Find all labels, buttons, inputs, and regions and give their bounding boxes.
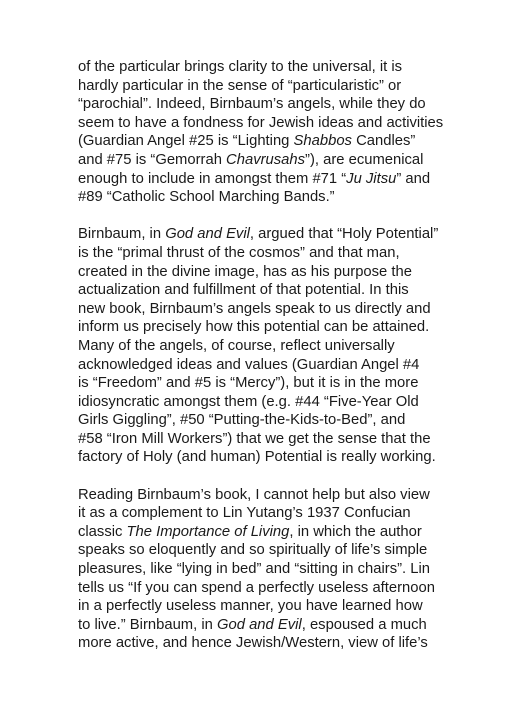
text-line bbox=[78, 188, 498, 207]
text-run: inform us precisely how this potential can be attained. bbox=[78, 319, 430, 336]
text-run: created in the divine image, has as his purpose the bbox=[78, 263, 412, 280]
text-run: speaks so eloquently and so spiritually of life’s simple bbox=[78, 542, 428, 559]
text-run: it as a complement to Lin Yutang’s 1937 Confucian bbox=[78, 505, 411, 522]
text-line bbox=[78, 151, 498, 170]
text-run: “parochial”. Indeed, Birnbaum’s angels, while they do bbox=[78, 96, 426, 113]
text-line bbox=[78, 597, 498, 616]
paragraph-3 bbox=[78, 486, 498, 653]
text-run: Candles” bbox=[351, 133, 416, 150]
text-run: enough to include in amongst them #71 “ bbox=[78, 170, 347, 187]
text-line bbox=[78, 114, 498, 133]
text-run: Many of the angels, of course, reflect universally bbox=[78, 337, 395, 354]
text-run: new book, Birnbaum’s angels speak to us directly and bbox=[78, 300, 431, 317]
text-line bbox=[78, 616, 498, 635]
text-run: Reading Birnbaum’s book, I cannot help but also view bbox=[78, 486, 430, 503]
text-run: ” and bbox=[396, 170, 431, 187]
text-line bbox=[78, 170, 498, 189]
text-run: idiosyncratic amongst them (e.g. #44 “Five-Year Old bbox=[78, 393, 419, 410]
italic-text: God and Evil bbox=[216, 616, 302, 633]
text-line bbox=[78, 579, 498, 598]
text-line bbox=[78, 58, 498, 77]
text-run: (Guardian Angel #25 is “Lighting bbox=[78, 133, 294, 150]
text-run: is the “primal thrust of the cosmos” and that man, bbox=[78, 244, 400, 261]
text-line bbox=[78, 560, 498, 579]
text-line bbox=[78, 263, 498, 282]
text-line bbox=[78, 77, 498, 96]
text-line bbox=[78, 448, 498, 467]
text-line bbox=[78, 541, 498, 560]
italic-text: Shabbos bbox=[293, 133, 352, 150]
text-line bbox=[78, 95, 498, 114]
paragraph-1 bbox=[78, 58, 498, 207]
text-run: classic bbox=[78, 523, 127, 540]
text-run: seem to have a fondness for Jewish ideas and activities bbox=[78, 114, 444, 131]
text-line bbox=[78, 504, 498, 523]
text-run: , in which the author bbox=[289, 523, 422, 540]
text-run: actualization and fulfillment of that potential. In this bbox=[78, 282, 409, 299]
text-run: factory of Holy (and human) Potential is really working. bbox=[78, 449, 436, 466]
text-run: acknowledged ideas and values (Guardian Angel #4 bbox=[78, 356, 420, 373]
text-line bbox=[78, 411, 498, 430]
italic-text: Chavrusahs bbox=[226, 151, 306, 168]
italic-text: The Importance of Living bbox=[126, 523, 290, 540]
text-line bbox=[78, 523, 498, 542]
text-run: Girls Giggling”, #50 “Putting-the-Kids-to-Bed”, and bbox=[78, 412, 406, 429]
paragraph-gap bbox=[78, 467, 498, 486]
text-run: #58 “Iron Mill Workers”) that we get the sense that the bbox=[78, 430, 431, 447]
text-run: ”), are ecumenical bbox=[305, 151, 424, 168]
text-run: and #75 is “Gemorrah bbox=[78, 151, 227, 168]
text-line bbox=[78, 281, 498, 300]
text-run: Birnbaum, in bbox=[78, 226, 166, 243]
text-line bbox=[78, 132, 498, 151]
text-run: , espoused a much bbox=[301, 616, 427, 633]
paragraph-gap bbox=[78, 207, 498, 226]
text-run: of the particular brings clarity to the universal, it is bbox=[78, 59, 403, 75]
italic-text: Ju Jitsu bbox=[346, 170, 397, 187]
text-run: , argued that “Holy Potential” bbox=[249, 226, 439, 243]
text-run: in a perfectly useless manner, you have learned how bbox=[78, 598, 423, 615]
text-run: pleasures, like “lying in bed” and “sitting in chairs”. Lin bbox=[78, 561, 431, 578]
text-run: hardly particular in the sense of “particularistic” or bbox=[78, 77, 402, 94]
italic-text: God and Evil bbox=[165, 226, 250, 243]
text-line bbox=[78, 374, 498, 393]
text-line bbox=[78, 393, 498, 412]
text-line bbox=[78, 337, 498, 356]
text-line bbox=[78, 244, 498, 263]
text-run: more active, and hence Jewish/Western, view of life’s bbox=[78, 635, 428, 652]
paragraph-2 bbox=[78, 225, 498, 467]
body-text bbox=[78, 58, 498, 653]
text-line bbox=[78, 300, 498, 319]
text-run: #89 “Catholic School Marching Bands.” bbox=[78, 189, 335, 206]
text-line bbox=[78, 634, 498, 653]
text-line bbox=[78, 225, 498, 244]
text-run: is “Freedom” and #5 is “Mercy”), but it is in the more bbox=[78, 375, 419, 392]
text-line bbox=[78, 318, 498, 337]
text-line bbox=[78, 486, 498, 505]
text-run: tells us “If you can spend a perfectly useless afternoon bbox=[78, 579, 435, 596]
text-line bbox=[78, 430, 498, 449]
text-run: to live.” Birnbaum, in bbox=[78, 616, 217, 633]
text-line bbox=[78, 356, 498, 375]
